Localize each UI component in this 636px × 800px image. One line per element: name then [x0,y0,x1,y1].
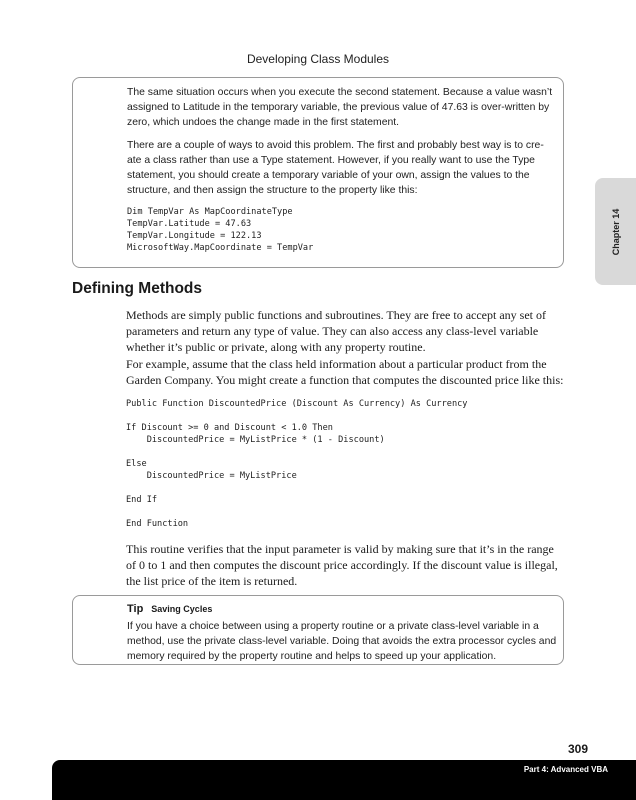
body-paragraph: Methods are simply public functions and subroutines. They are free to accept any set of parameters and return any type of value. They can also access any class-level variable whether it’s public or private, along with any property routine. [126,308,546,354]
code-line [126,410,467,422]
note-paragraph: There are a couple of ways to avoid this problem. The first and probably best way is to cre-ate a class rather than use a Type statement. However, if you really want to use the Type statement, you should create a temporary variable of your own, assign the values to the structure, and then assign the structure to the property like this: [127,140,544,196]
page-number: 309 [568,742,589,756]
code-line: MicrosoftWay.MapCoordinate = TempVar [127,243,314,253]
note-code-block [127,206,557,254]
code-line [126,506,467,518]
code-block [126,398,467,530]
note-paragraph: The same situation occurs when you execute the second statement. Because a value wasn’t assigned to Latitude in the temporary variable, the previous value of 47.63 is over-written by zero, which undoes the change made in the first statement. [127,87,553,128]
body-paragraph: For example, assume that the class held information about a particular product from the Garden Company. You might create a function that computes the discounted price like this: [126,357,564,387]
chapter-tab [595,178,636,285]
code-line: DiscountedPrice = MyListPrice [126,471,297,481]
code-line: Dim TempVar As MapCoordinateType [127,207,293,217]
code-line: DiscountedPrice = MyListPrice * (1 - Discount) [126,435,385,445]
code-line: TempVar.Latitude = 47.63 [127,219,252,229]
note-box [72,77,564,268]
tip-label: Tip [127,603,144,615]
code-line: Else [126,459,147,469]
tip-body: If you have a choice between using a property routine or a private class-level variable in a method, use the private class-level variable. Doing that avoids the extra processor cycles and memory required by the property routine and helps to speed up your application. [127,621,557,662]
tip-header [127,602,557,617]
code-line [126,446,467,458]
tip-title: Saving Cycles [151,604,213,614]
part-label: Part 4: Advanced VBA [523,765,608,774]
tip-box [72,595,564,665]
code-line: End Function [126,519,189,529]
code-line: End If [126,495,158,505]
body-paragraph: This routine verifies that the input parameter is valid by making sure that it’s in the range of 0 to 1 and then computes the discount price accordingly. If the discount value is illegal, the list price of the item is returned. [126,542,558,588]
chapter-tab-label: Chapter 14 [610,208,621,255]
footer-bar [52,760,636,800]
running-head: Developing Class Modules [246,52,390,66]
code-line: TempVar.Longitude = 122.13 [127,231,262,241]
tip-content [127,602,557,664]
code-line [126,482,467,494]
note-content [127,85,557,254]
code-line: If Discount >= 0 and Discount < 1.0 Then [126,423,333,433]
section-heading: Defining Methods [72,280,203,297]
code-line: Public Function DiscountedPrice (Discount As Currency) As Currency [126,399,468,409]
